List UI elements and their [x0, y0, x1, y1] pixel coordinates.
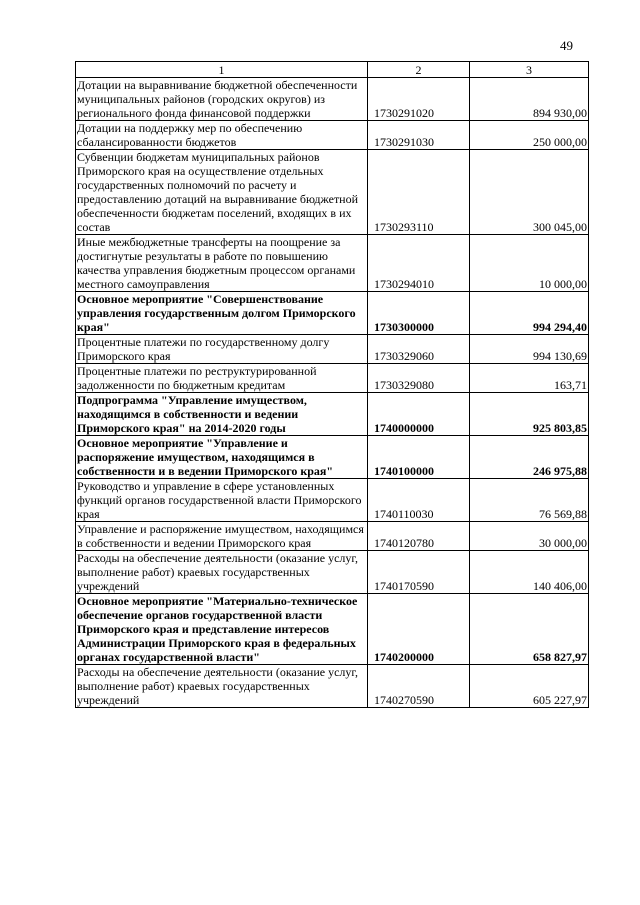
row-amount-cell: 76 569,88 [470, 479, 589, 522]
row-code-cell: 1730293110 [368, 150, 470, 235]
row-amount-cell: 994 130,69 [470, 335, 589, 364]
row-code-cell: 1730329060 [368, 335, 470, 364]
row-amount-cell: 300 045,00 [470, 150, 589, 235]
row-name-cell: Расходы на обеспечение деятельности (оказание услуг, выполнение работ) краевых государственных учреждений [76, 551, 368, 594]
row-code-cell: 1740200000 [368, 594, 470, 665]
row-code-cell: 1740270590 [368, 665, 470, 708]
row-amount-cell: 925 803,85 [470, 393, 589, 436]
row-amount-cell: 894 930,00 [470, 78, 589, 121]
table-row [76, 78, 589, 121]
row-code-cell: 1740110030 [368, 479, 470, 522]
row-code-cell: 1730300000 [368, 292, 470, 335]
row-name-cell: Иные межбюджетные трансферты на поощрение за достигнутые результаты в работе по повышению качества управления бюджетным процессом органами местного самоуправления [76, 235, 368, 292]
table-row [76, 335, 589, 364]
table-row [76, 235, 589, 292]
row-name-cell: Руководство и управление в сфере установленных функций органов государственной власти Приморского края [76, 479, 368, 522]
table-header-row [76, 62, 589, 78]
row-code-cell: 1730291030 [368, 121, 470, 150]
table-row [76, 551, 589, 594]
table-row [76, 479, 589, 522]
table-row [76, 436, 589, 479]
row-amount-cell: 250 000,00 [470, 121, 589, 150]
row-amount-cell: 163,71 [470, 364, 589, 393]
header-cell-1: 1 [76, 62, 368, 78]
row-code-cell: 1740100000 [368, 436, 470, 479]
row-name-cell: Основное мероприятие "Совершенствование управления государственным долгом Приморского края" [76, 292, 368, 335]
row-name-cell: Подпрограмма "Управление имуществом, находящимся в собственности и ведении Приморского края" на 2014-2020 годы [76, 393, 368, 436]
row-amount-cell: 994 294,40 [470, 292, 589, 335]
row-amount-cell: 658 827,97 [470, 594, 589, 665]
table-row [76, 522, 589, 551]
row-name-cell: Процентные платежи по государственному долгу Приморского края [76, 335, 368, 364]
row-name-cell: Субвенции бюджетам муниципальных районов Приморского края на осуществление отдельных государственных полномочий по расчету и предоставлению дотаций на выравнивание бюджетной обеспеченности бюджетам поселений, входящих в их состав [76, 150, 368, 235]
row-amount-cell: 30 000,00 [470, 522, 589, 551]
row-amount-cell: 140 406,00 [470, 551, 589, 594]
table-row [76, 393, 589, 436]
row-amount-cell: 10 000,00 [470, 235, 589, 292]
row-code-cell: 1740120780 [368, 522, 470, 551]
page-number: 49 [560, 38, 573, 53]
row-code-cell: 1740170590 [368, 551, 470, 594]
row-name-cell: Основное мероприятие "Материально-техническое обеспечение органов государственной власти Приморского края и представление интересов Администрации Приморского края в федеральных органах государственной власти" [76, 594, 368, 665]
row-name-cell: Расходы на обеспечение деятельности (оказание услуг, выполнение работ) краевых государственных учреждений [76, 665, 368, 708]
row-amount-cell: 605 227,97 [470, 665, 589, 708]
table-row [76, 150, 589, 235]
row-code-cell: 1730329080 [368, 364, 470, 393]
row-name-cell: Процентные платежи по реструктурированной задолженности по бюджетным кредитам [76, 364, 368, 393]
table-row [76, 121, 589, 150]
row-amount-cell: 246 975,88 [470, 436, 589, 479]
header-cell-3: 3 [470, 62, 589, 78]
row-code-cell: 1730291020 [368, 78, 470, 121]
table-row [76, 364, 589, 393]
row-name-cell: Основное мероприятие "Управление и распоряжение имуществом, находящимся в собственности и в ведении Приморского края" [76, 436, 368, 479]
row-code-cell: 1740000000 [368, 393, 470, 436]
table-row [76, 292, 589, 335]
header-cell-2: 2 [368, 62, 470, 78]
budget-table [75, 61, 589, 708]
row-name-cell: Дотации на поддержку мер по обеспечению сбалансированности бюджетов [76, 121, 368, 150]
row-name-cell: Дотации на выравнивание бюджетной обеспеченности муниципальных районов (городских округов) из регионального фонда финансовой поддержки [76, 78, 368, 121]
table-row [76, 665, 589, 708]
row-code-cell: 1730294010 [368, 235, 470, 292]
budget-table-body [76, 62, 589, 708]
table-row [76, 594, 589, 665]
row-name-cell: Управление и распоряжение имуществом, находящимся в собственности и ведении Приморского края [76, 522, 368, 551]
